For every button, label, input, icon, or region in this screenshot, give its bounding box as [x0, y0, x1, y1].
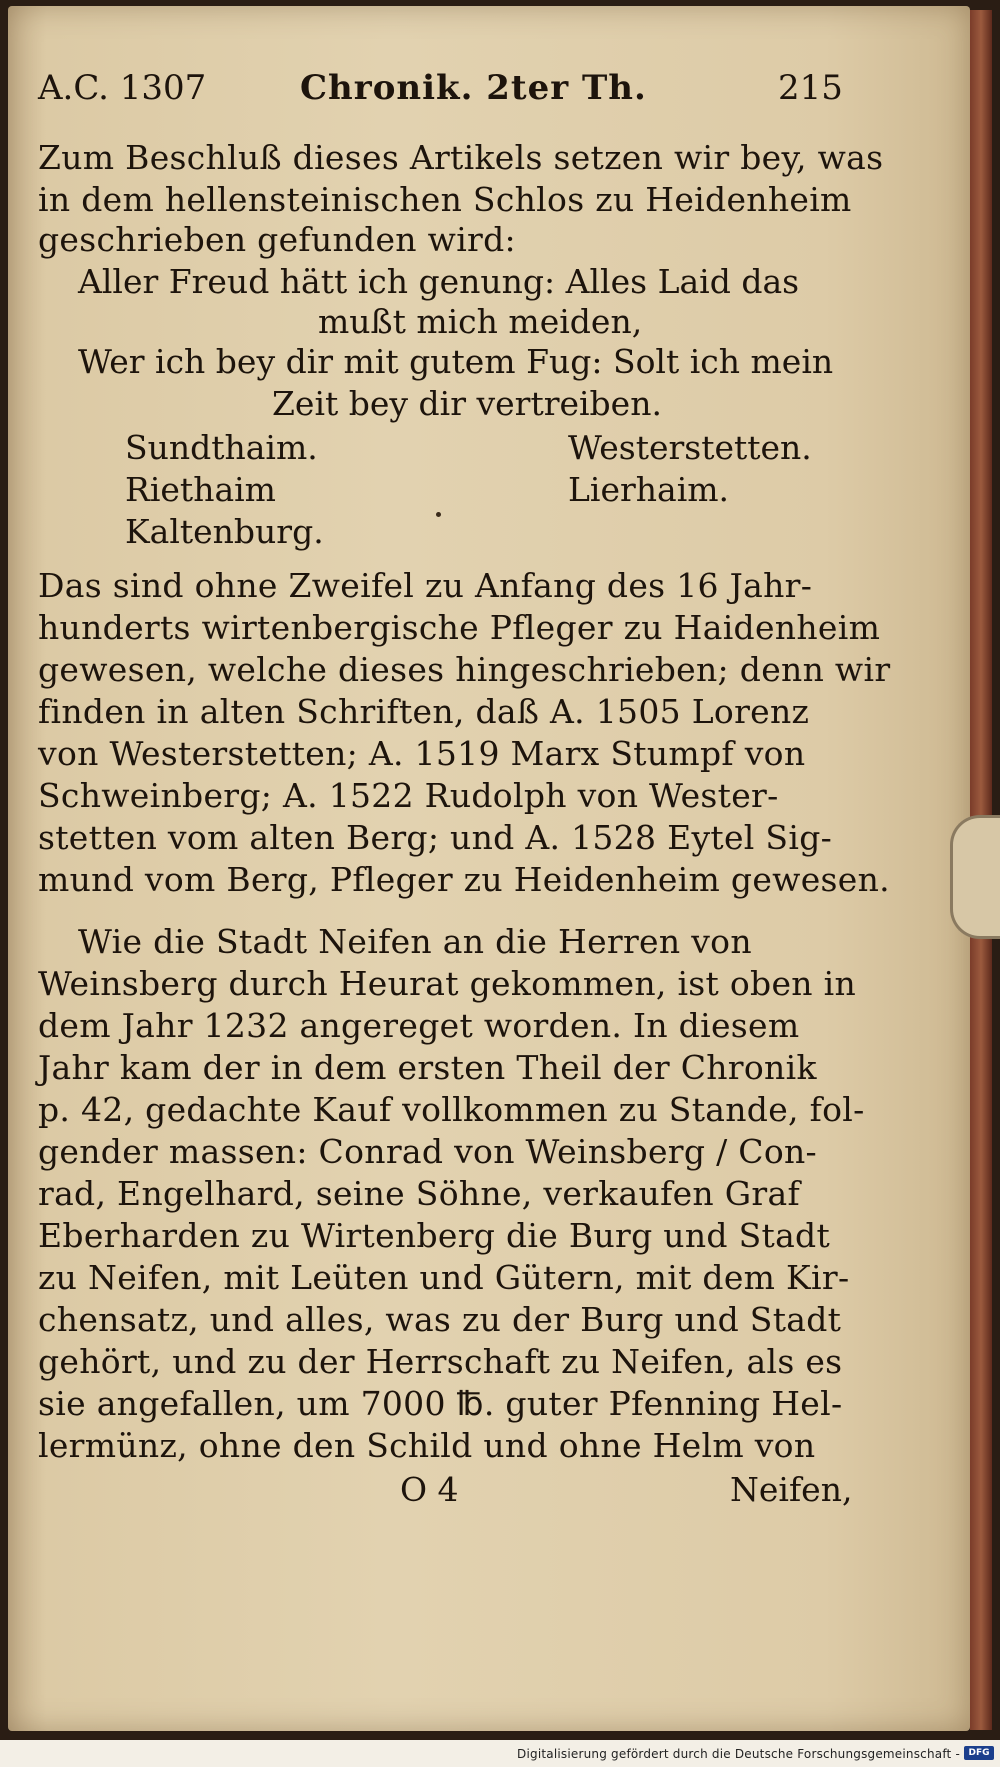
text-line: in dem hellensteinischen Schlos zu Heidenheim	[38, 180, 852, 219]
text-line: sie angefallen, um 7000 ℔. guter Pfenning Hel-	[38, 1384, 843, 1423]
running-head-year: A.C. 1307	[38, 68, 207, 108]
dfg-logo: DFG	[964, 1746, 994, 1760]
text-line: Zum Beschluß dieses Artikels setzen wir bey, was	[38, 138, 884, 177]
text-line: gewesen, welche dieses hingeschrieben; denn wir	[38, 650, 891, 689]
page-turn-tab[interactable]	[950, 815, 1000, 939]
catchword: Neifen,	[730, 1470, 853, 1509]
place-name: Kaltenburg.	[125, 512, 324, 551]
text-line: stetten vom alten Berg; und A. 1528 Eytel Sig-	[38, 818, 833, 857]
text-line: mund vom Berg, Pfleger zu Heidenheim gewesen.	[38, 860, 890, 899]
verse-line: Aller Freud hätt ich genung: Alles Laid das	[78, 262, 800, 301]
text-line: Weinsberg durch Heurat gekommen, ist oben in	[38, 964, 857, 1003]
place-name: Riethaim	[125, 470, 276, 509]
verse-line: mußt mich meiden,	[318, 302, 643, 341]
place-name: Westerstetten.	[568, 428, 812, 467]
text-line: rad, Engelhard, seine Söhne, verkaufen Graf	[38, 1174, 800, 1213]
text-line: Jahr kam der in dem ersten Theil der Chronik	[38, 1048, 817, 1087]
verse-line: Wer ich bey dir mit gutem Fug: Solt ich mein	[78, 342, 834, 381]
text-line: p. 42, gedachte Kauf vollkommen zu Stande, fol-	[38, 1090, 865, 1129]
text-line: chensatz, und alles, was zu der Burg und Stadt	[38, 1300, 842, 1339]
text-line: lermünz, ohne den Schild und ohne Helm von	[38, 1426, 816, 1465]
running-head-title: Chronik. 2ter Th.	[300, 68, 647, 108]
text-line: hunderts wirtenbergische Pfleger zu Haidenheim	[38, 608, 881, 647]
text-line: zu Neifen, mit Leüten und Gütern, mit dem Kir-	[38, 1258, 850, 1297]
text-line: finden in alten Schriften, daß A. 1505 Lorenz	[38, 692, 810, 731]
place-name: Lierhaim.	[568, 470, 730, 509]
signature-mark: O 4	[400, 1470, 459, 1509]
funding-credit: Digitalisierung gefördert durch die Deutsche Forschungsgemeinschaft -	[517, 1747, 960, 1761]
text-line: gender massen: Conrad von Weinsberg / Con-	[38, 1132, 818, 1171]
text-line: Eberharden zu Wirtenberg die Burg und Stadt	[38, 1216, 831, 1255]
text-line: von Westerstetten; A. 1519 Marx Stumpf von	[38, 734, 806, 773]
ink-speck	[436, 512, 441, 517]
text-line: Wie die Stadt Neifen an die Herren von	[78, 922, 752, 961]
page-number: 215	[778, 68, 843, 108]
place-name: Sundthaim.	[125, 428, 318, 467]
text-line: dem Jahr 1232 angereget worden. In diesem	[38, 1006, 800, 1045]
text-line: geschrieben gefunden wird:	[38, 220, 516, 259]
verse-line: Zeit bey dir vertreiben.	[272, 384, 662, 423]
text-line: Schweinberg; A. 1522 Rudolph von Wester-	[38, 776, 779, 815]
text-line: Das sind ohne Zweifel zu Anfang des 16 Jahr-	[38, 566, 813, 605]
text-line: gehört, und zu der Herrschaft zu Neifen, als es	[38, 1342, 843, 1381]
